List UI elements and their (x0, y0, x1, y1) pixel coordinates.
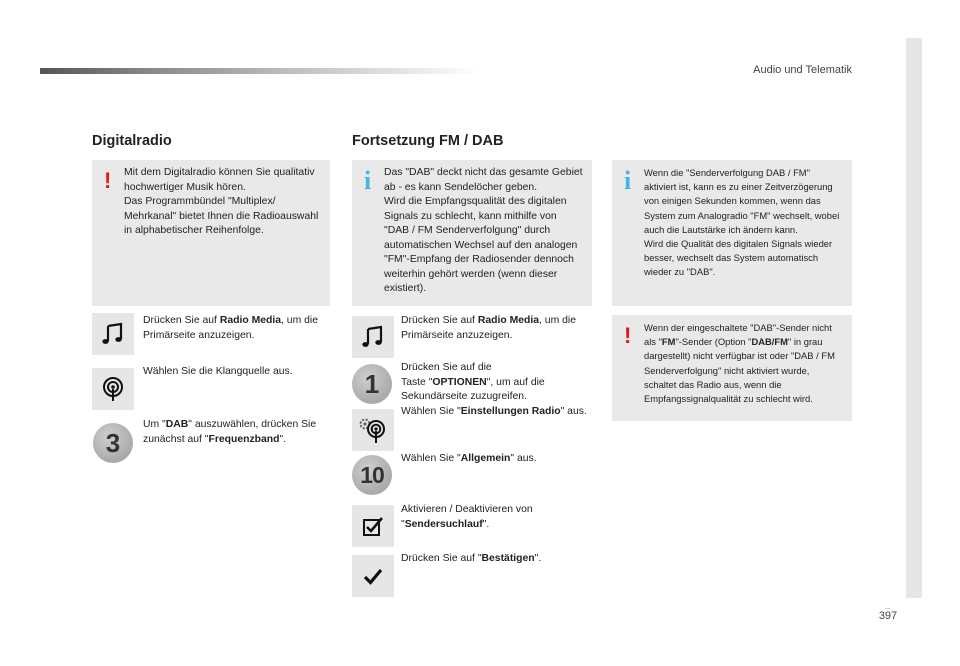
col1-step1: Drücken Sie auf Radio Media, um die Primärseite anzuzeigen. (143, 315, 318, 341)
col1-step3: Um "DAB" auszuwählen, drücken Sie zunächst auf "Frequenzband". (143, 419, 317, 445)
digitalradio-title: Digitalradio (92, 133, 172, 149)
warning-icon: ! (624, 323, 632, 348)
step-number-1: 1 (352, 364, 392, 404)
page-number (868, 604, 908, 622)
sendersuchlauf-toggle[interactable] (352, 505, 394, 547)
page-dots: .. (885, 602, 891, 611)
checkmark-icon (362, 565, 384, 587)
music-button-2[interactable] (352, 316, 394, 358)
page-edge-strip (906, 38, 922, 598)
col2-step5: Aktivieren / Deaktivieren von "Sendersuchlauf". (401, 504, 533, 530)
info-box-senderverfolgung (612, 160, 852, 306)
header-bar (40, 68, 480, 74)
col2-step3: Wählen Sie "Einstellungen Radio" aus. (401, 406, 587, 417)
col2-step6: Drücken Sie auf "Bestätigen". (401, 553, 542, 564)
section-title: Audio und Telematik (753, 64, 852, 76)
music-note-icon (360, 324, 386, 350)
checkbox-icon (362, 515, 384, 537)
radio-source-button[interactable] (92, 368, 134, 410)
info-icon: i (624, 166, 632, 195)
warning-text: Mit dem Digitalradio können Sie qualitativ hochwertiger Musik hören. Das Programmbündel "Multiplex/ Mehrkanal" bietet Ihnen die Radioauswahl in alphabetischer Reihenfolge. (124, 167, 319, 236)
warning-icon: ! (104, 168, 112, 193)
info-box-dab (352, 160, 592, 306)
fm-dab-title: Fortsetzung FM / DAB (352, 133, 504, 149)
warning-box-dab-fm (612, 315, 852, 421)
col2-step2: Drücken Sie auf die Taste "OPTIONEN", um auf die Sekundärseite zuzugreifen. (401, 362, 545, 402)
music-note-icon (100, 321, 126, 347)
warning-text: Wenn der eingeschaltete "DAB"-Sender nicht als "FM"-Sender (Option "DAB/FM" in grau dargestellt) nicht verfügbar ist oder "DAB / FM Senderverfolgung" nicht aktiviert wurde, schaltet das Radio aus, wenn die Empfangssignalqualität zu schlecht wird. (644, 322, 835, 405)
settings-radio-button[interactable] (352, 409, 394, 451)
step-number-10: 10 (352, 455, 392, 495)
radio-antenna-icon (99, 375, 127, 403)
info-text: Das "DAB" deckt nicht das gesamte Gebiet ab - es kann Sendelöcher geben. Wird die Empfangsqualität des digitalen Signals zu schlecht, kann mithilfe von "DAB / FM Senderverfolgung" durch automatischen Wechsel auf den analogen "FM"-Empfang der Radiosender dennoch weiterhin gehört werden (wenn dieser existiert). (384, 167, 583, 294)
page-number-value: 397 (878, 610, 898, 622)
warning-box-digitalradio (92, 160, 330, 306)
step-number-3: 3 (93, 423, 133, 463)
col2-step4: Wählen Sie "Allgemein" aus. (401, 453, 537, 464)
col2-step1: Drücken Sie auf Radio Media, um die Primärseite anzuzeigen. (401, 315, 576, 341)
col1-step2: Wählen Sie die Klangquelle aus. (143, 366, 293, 377)
info-text: Wenn die "Senderverfolgung DAB / FM" aktiviert ist, kann es zu einer Zeitverzögerung von einigen Sekunden kommen, wenn das System zum Analogradio "FM" wechselt, wobei auch die Lautstärke ich ändern kann. Wird die Qualität des digitalen Signals wieder besser, wechselt das System automatisch wieder zu "DAB". (644, 167, 840, 278)
confirm-button[interactable] (352, 555, 394, 597)
info-icon: i (364, 166, 372, 195)
music-button-1[interactable] (92, 313, 134, 355)
settings-radio-icon (357, 416, 389, 444)
